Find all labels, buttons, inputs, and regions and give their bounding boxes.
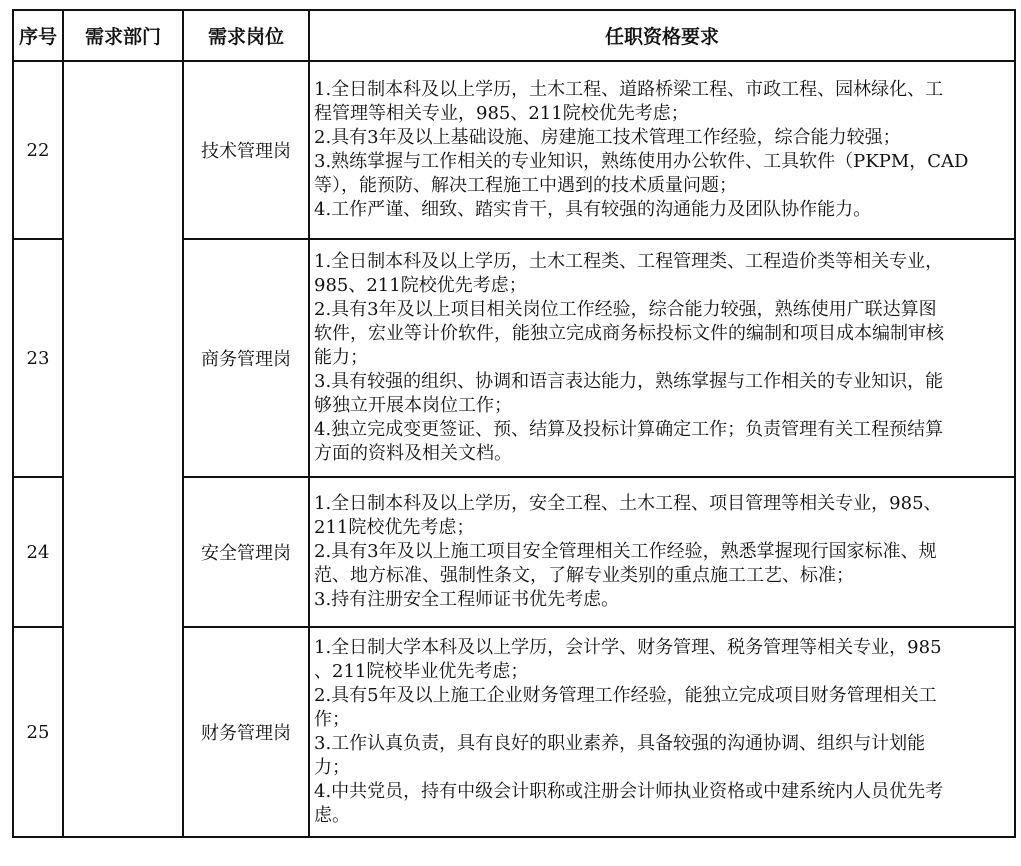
requirement-line: 够独立开展本岗位工作； — [314, 395, 512, 416]
row-number: 25 — [13, 627, 63, 837]
requirement-line: 方面的资料及相关文档。 — [314, 443, 512, 464]
requirement-line: 211院校优先考虑； — [314, 517, 475, 538]
requirement-line: 2.具有3年及以上项目相关岗位工作经验，综合能力较强，熟练使用广联达算图 — [314, 299, 937, 320]
position-cell: 技术管理岗 — [183, 61, 309, 239]
requirement-line: 4.中共党员，持有中级会计职称或注册会计师执业资格或中建系统内人员优先考 — [314, 781, 944, 802]
header-requirements: 任职资格要求 — [309, 10, 1015, 61]
requirements-cell — [309, 239, 1015, 477]
requirement-line: 2.具有3年及以上施工项目安全管理相关工作经验，熟悉掌握现行国家标准、规 — [314, 541, 937, 562]
requirement-line: 、211院校毕业优先考虑； — [314, 661, 529, 682]
requirement-line: 虑。 — [314, 805, 350, 826]
requirements-cell — [309, 477, 1015, 627]
department-cell — [63, 61, 183, 837]
requirement-line: 1.全日制大学本科及以上学历，会计学、财务管理、税务管理等相关专业，985 — [314, 637, 942, 658]
position-cell: 安全管理岗 — [183, 477, 309, 627]
table-row — [13, 61, 1015, 239]
requirement-line: 软件，宏业等计价软件，能独立完成商务标投标文件的编制和项目成本编制审核 — [314, 323, 944, 344]
requirement-line: 3.持有注册安全工程师证书优先考虑。 — [314, 589, 620, 610]
requirement-line: 985、211院校优先考虑； — [314, 275, 527, 296]
requirements-cell — [309, 61, 1015, 239]
requirement-line: 2.具有3年及以上基础设施、房建施工技术管理工作经验，综合能力较强； — [314, 127, 901, 148]
row-number: 22 — [13, 61, 63, 239]
requirement-line: 2.具有5年及以上施工企业财务管理工作经验，能独立完成项目财务管理相关工 — [314, 685, 937, 706]
requirement-line: 3.具有较强的组织、协调和语言表达能力，熟练掌握与工作相关的专业知识，能 — [314, 371, 944, 392]
row-number: 23 — [13, 239, 63, 477]
header-position: 需求岗位 — [183, 10, 309, 61]
requirement-line: 力； — [314, 757, 350, 778]
requirement-line: 3.熟练掌握与工作相关的专业知识，熟练使用办公软件、工具软件（PKPM，CAD — [314, 151, 969, 172]
requirement-line: 作； — [314, 709, 350, 730]
requirement-line: 4.工作严谨、细致、踏实肯干，具有较强的沟通能力及团队协作能力。 — [314, 199, 872, 220]
requirement-line: 4.独立完成变更签证、预、结算及投标计算确定工作；负责管理有关工程预结算 — [314, 419, 944, 440]
requirement-line: 1.全日制本科及以上学历，土木工程、道路桥梁工程、市政工程、园林绿化、工 — [314, 79, 944, 100]
requirement-line: 3.工作认真负责，具有良好的职业素养，具备较强的沟通协调、组织与计划能 — [314, 733, 926, 754]
requirement-line: 1.全日制本科及以上学历，土木工程类、工程管理类、工程造价类等相关专业， — [314, 251, 944, 272]
header-department: 需求部门 — [63, 10, 183, 61]
header-number: 序号 — [13, 10, 63, 61]
requirements-cell — [309, 627, 1015, 837]
requirement-line: 能力； — [314, 347, 368, 368]
requirement-line: 1.全日制本科及以上学历，安全工程、土木工程、项目管理等相关专业，985、 — [314, 493, 942, 514]
position-cell: 财务管理岗 — [183, 627, 309, 837]
row-number: 24 — [13, 477, 63, 627]
requirement-line: 范、地方标准、强制性条文，了解专业类别的重点施工工艺、标准； — [314, 565, 854, 586]
header-row — [13, 10, 1015, 61]
requirement-line: 等），能预防、解决工程施工中遇到的技术质量问题； — [314, 175, 737, 196]
requirements-table — [12, 9, 1016, 838]
requirement-line: 程管理等相关专业，985、211院校优先考虑； — [314, 103, 689, 124]
position-cell: 商务管理岗 — [183, 239, 309, 477]
